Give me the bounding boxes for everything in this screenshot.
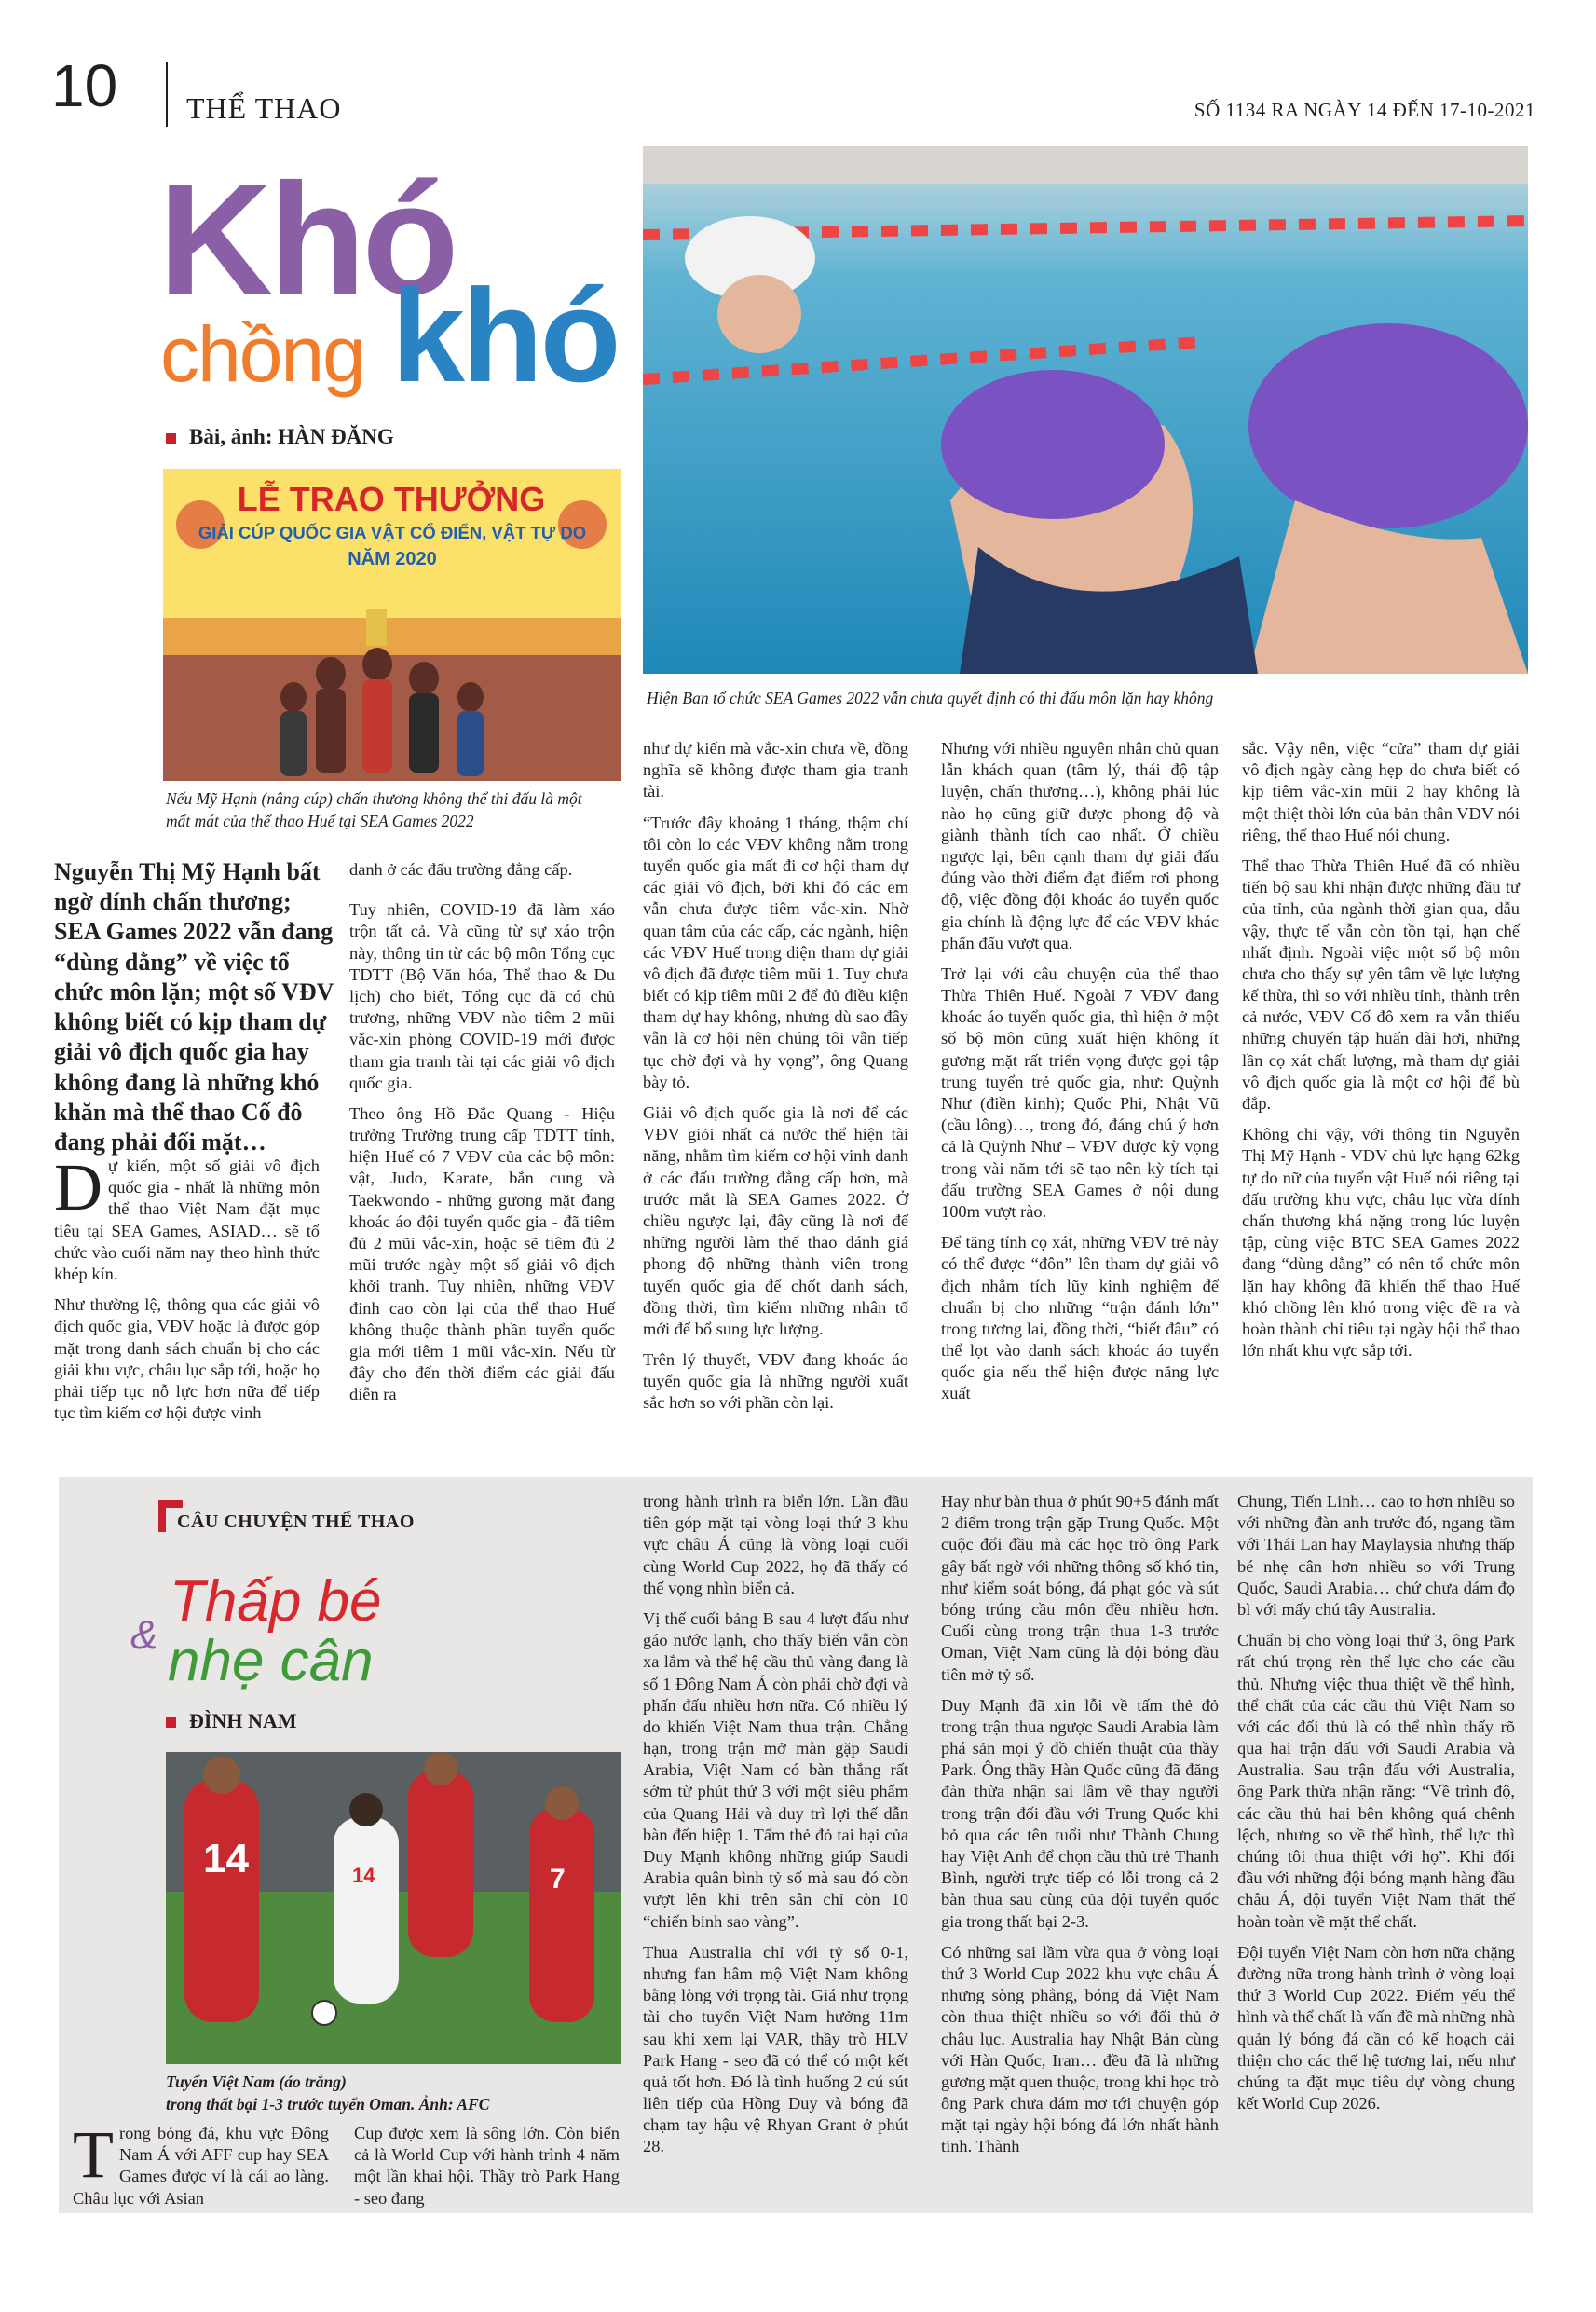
headline-line2b: khó: [391, 262, 619, 410]
article2-column2: [354, 2123, 620, 2219]
article1-column3: [643, 738, 908, 1424]
a2-c4-p3: Có những sai lầm vừa qua ở vòng loại thứ 3 World Cup 2022 khu vực châu Á nhưng sòng phẳng, bóng đá Việt Nam còn thua thiệt nhiều so với đối thủ ở châu lục. Australia hay Nhật Bản cùng với Hàn Quốc, Iran… đều đã là những gương mặt quen thuộc, trong khi học trò ông Park chưa dám mơ tới chuyện góp mặt tại ngày hội bóng đá lớn nhất hành tinh. Thành: [941, 1942, 1219, 2156]
header-divider: [166, 62, 168, 127]
headline-ampersand: &: [130, 1612, 158, 1658]
a2-c4-p1: Hay như bàn thua ở phút 90+5 đánh mất 2 điểm trong trận gặp Trung Quốc. Một cuộc đổi đầu mà các học trò ông Park gây bất ngờ với những thông số khó tin, như kiểm soát bóng, đá phạt góc và sút bóng trúng cầu môn đều nhiều hơn. Cuối cùng trong trận thua 1-3 trước Oman, Việt Nam cũng là đội bóng đầu tiên mở tỷ số.: [941, 1492, 1219, 1684]
article2-headline-line1: Thấp bé: [170, 1569, 382, 1634]
a1-c4-p1: Nhưng với nhiều nguyên nhân chủ quan lẫn khách quan (tâm lý, thái độ tập luyện, chấn thương…), không phải lúc nào họ cũng giữ được phong độ và giành thành tích cao nhất. Ở chiều ngược lại, bên cạnh tham dự giải đấu đúng vào thời điểm đạt điểm rơi phong độ, việc đồng đội khoác áo tuyển quốc gia chính là động lực để các VĐV khác phấn đấu vượt qua.: [941, 739, 1219, 952]
bullet-square: [166, 433, 176, 444]
swimming-photo-art: [643, 146, 1528, 674]
a1-c4-p2: Trở lại với câu chuyện của thể thao Thừa Thiên Huế. Ngoài 7 VĐV đang khoác áo tuyển quốc gia, thì hiện ở một số bộ môn cũng xuất hiện không ít gương mặt rất triển vọng được gọi tập trung tuyển trẻ quốc gia, như: Quỳnh Như (điền kinh); Quốc Phi, Nhật Vũ (cầu lông)…, trong đó, đáng chú ý hơn cả là Quỳnh Như – VĐV được kỳ vọng trong vài năm tới sẽ tạo nên kỳ tích tại đấu trường SEA Games ở nội dung 100m vượt rào.: [941, 964, 1219, 1221]
dropcap: D: [54, 1150, 102, 1224]
a2-c4-p2: Duy Mạnh đã xin lỗi về tấm thẻ đỏ trong trận thua ngược Saudi Arabia làm phá sản mọi ý đồ chiến thuật của thầy Park. Ông thầy Hàn Quốc cũng đã đăng đàn thừa nhận sai lầm về thay người trong trận đối đầu với Trung Quốc khi bỏ qua các tên tuổi như Thành Chung hay Việt Anh để chọn cầu thủ trẻ Thanh Bình, người trực tiếp có lỗi trong cả 2 bàn thua sau cùng của đội tuyển quốc gia trong thất bại 2-3.: [941, 1695, 1219, 1931]
article1-column4: [941, 738, 1219, 1415]
a1-c3-p2: “Trước đây khoảng 1 tháng, thậm chí tôi còn lo các VĐV không nằm trong tuyển quốc gia mất đi cơ hội tham dự các giải vô địch, bởi khi đó các em vẫn chưa được tiêm vắc-xin. Nhờ quan tâm của các cấp, các ngành, hiện các VĐV Huế trong diện tham dự giải vô địch đã được tiêm mũi 1. Tuy chưa biết có kịp tiêm mũi 2 để đủ điều kiện tham dự hay không, nhưng dù sao đây vẫn là cơ hội nên chúng tôi vẫn tiếp tục chờ đợi và hy vọng”, ông Quang bày tỏ.: [643, 813, 908, 1091]
page-number: 10: [51, 52, 118, 119]
banner-title: LỄ TRAO THƯỞNG: [237, 480, 546, 518]
swimming-photo: [643, 146, 1528, 674]
award-photo: [163, 469, 621, 781]
article1-column5: [1242, 738, 1520, 1371]
photo1-caption: Nếu Mỹ Hạnh (nâng cúp) chấn thương không thể thi đấu là một mất mát của thể thao Huế tại SEA Games 2022: [166, 789, 582, 830]
a1-c5-p1: sắc. Vậy nên, việc “cửa” tham dự giải vô địch ngày càng hẹp do chưa biết có kịp tiêm vắc-xin mũi 2 hay không là một thiệt thòi lớn của bản thân VĐV nói riêng, thể thao Huế nói chung.: [1242, 739, 1520, 844]
a1-c3-p1: như dự kiến mà vắc-xin chưa về, đồng nghĩa sẽ không được tham gia tranh tài.: [643, 739, 908, 801]
football-photo-art: [166, 1752, 621, 2064]
a1-c5-p3: Không chỉ vậy, với thông tin Nguyễn Thị Mỹ Hạnh - VĐV chủ lực hạng 62kg tự do nữ của tuyển vật Huế nói riêng tại đấu trường khu vực, châu lục vừa dính chấn thương khá nặng trong lúc luyện tập, cùng việc BTC SEA Games 2022 đang “dùng dằng” có nên tổ chức môn lặn hay không đã khiến thể thao Huế khó chồng lên khó trong việc đề ra và hoàn thành chỉ tiêu tại ngày hội thể thao lớn nhất khu vực sắp tới.: [1242, 1125, 1520, 1361]
banner-subtitle: GIẢI CÚP QUỐC GIA VẬT CỔ ĐIỂN, VẬT TỰ DO: [198, 523, 587, 542]
football-caption: [166, 2072, 621, 2115]
photo2-caption: Hiện Ban tổ chức SEA Games 2022 vẫn chưa quyết định có thi đấu môn lặn hay không: [647, 689, 1214, 707]
article1-column1: [54, 1150, 320, 1433]
article2-column4: [941, 1491, 1219, 2168]
kicker-text: CÂU CHUYỆN THỂ THAO: [177, 1512, 415, 1532]
football-photo: [166, 1752, 621, 2064]
jersey-number-right: 7: [550, 1864, 566, 1895]
a1-c1-p2: Như thường lệ, thông qua các giải vô địch quốc gia, VĐV hoặc là được góp mặt trong danh sách chuẩn bị cho các giải khu vực, châu lục sắp tới, hoặc họ phải tiếp tục nỗ lực hơn nữa để tiếp tục tìm kiếm cơ hội được vinh: [54, 1295, 320, 1423]
a2-c2-p1: Cup được xem là sông lớn. Còn biển cả là World Cup với hành trình 4 năm một lần khai hội. Thầy trò Park Hang - seo đang: [354, 2124, 620, 2208]
article2-headline-line2: nhẹ cân: [168, 1629, 374, 1693]
jersey-number-left: 14: [203, 1836, 249, 1881]
dropcap: T: [73, 2117, 114, 2192]
jersey-number-mid: 14: [352, 1864, 375, 1887]
kicker: [158, 1500, 531, 1532]
headline-line1: Khó: [158, 151, 456, 328]
bullet-square: [166, 1717, 176, 1728]
a2-c5-p2: Chuẩn bị cho vòng loại thứ 3, ông Park rất chú trọng rèn thể lực cho các cầu thủ. Nhưng việc thua thiệt về thể hình, thể chất của các cầu thủ Việt Nam so với các đối thủ là có thể nhìn thấy rõ qua hai trận đấu với Saudi Arabia và Australia. Sau trận đấu với Australia, ông Park thừa nhận rằng: “Về trình độ, các cầu thủ hai bên không quá chênh lệch, nhưng so về thể hình, thể lực thì chúng tôi thua thiệt với họ”. Khi đối đầu với những đội bóng mạnh hàng đầu châu Á, đội tuyển Việt Nam thất thế hoàn toàn về mặt thể chất.: [1237, 1631, 1515, 1931]
a2-c1-p1: [73, 2117, 329, 2209]
lede-paragraph: Nguyễn Thị Mỹ Hạnh bất ngờ dính chấn thương; SEA Games 2022 vẫn đang “dùng dằng” về việc tổ chức môn lặn; một số VĐV không biết có kịp tham dự giải vô địch quốc gia hay không đang là những khó khăn mà thể thao Cố đô đang phải đối mặt…: [54, 858, 334, 1156]
a2-c5-p3: Đội tuyển Việt Nam còn hơn nữa chặng đường nữa trong hành trình ở vòng loại thứ 3 World Cup 2022. Điểm yếu thể hình và thể chất là vấn đề mà những nhà quản lý bóng đá cần có kế hoạch cải thiện cho các thế hệ tương lai, nếu như chúng ta đặt mục tiêu dự vòng chung kết World Cup 2026.: [1237, 1942, 1515, 2114]
a1-c4-p3: Để tăng tính cọ xát, những VĐV trẻ này có thể được “đôn” lên tham dự giải vô địch nhằm tích lũy kinh nghiệm để chuẩn bị cho những “trận đánh lớn” trong tương lai, đồng thời, “biết đâu” có thể lọt vào danh sách khoác áo tuyển quốc gia nếu thể hiện được năng lực xuất: [941, 1233, 1219, 1403]
a1-c2-p2: Tuy nhiên, COVID-19 đã làm xáo trộn tất cả. Và cũng từ sự xáo trộn này, thông tin từ các bộ môn Tổng cục TDTT (Bộ Văn hóa, Thể thao & Du lịch) cho biết, Tổng cục đã có chủ trương, những VĐV nào tiêm 2 mũi vắc-xin phòng COVID-19 mới được tham gia tranh tài tại các giải vô địch quốc gia.: [349, 900, 615, 1092]
headline-line2a: chồng: [160, 310, 364, 398]
a1-c1-p1: [54, 1150, 320, 1285]
kicker-corner: [158, 1500, 183, 1508]
a2-c1-p1-text: rong bóng đá, khu vực Đông Nam Á với AFF cup hay SEA Games được ví là cái ao làng. Châu lục với Asian: [73, 2124, 329, 2208]
article2-column5: [1237, 1491, 1515, 2124]
a1-c2-p1: danh ở các đấu trường đẳng cấp.: [349, 860, 573, 879]
a2-c3-p2: Vị thế cuối bảng B sau 4 lượt đấu như gáo nước lạnh, cho thấy biển vẫn còn xa lắm và thể hệ cầu thủ vàng đang là số 1 Đông Nam Á còn phải chờ đợi và phấn đấu nhiều hơn nữa. Có nhiều lý do khiến Việt Nam thua trận. Chẳng hạn, trong trận mở màn gặp Saudi Arabia, Việt Nam có bàn thắng rất sớm từ phút thứ 3 với một siêu phẩm của Quang Hải và duy trì lợi thế dẫn bàn đến hiệp 1. Tấm thẻ đỏ tai hại của Duy Mạnh không những giúp Saudi Arabia quân bình tỷ số mà sau đó còn vượt lên khi trên sân chỉ còn 10 “chiến binh sao vàng”.: [643, 1608, 908, 1931]
football-caption-line1: Tuyển Việt Nam (áo trắng): [166, 2073, 347, 2091]
a1-c3-p3: Giải vô địch quốc gia là nơi để các VĐV giỏi nhất cả nước thể hiện tài năng, nhằm tìm kiếm cơ hội vinh danh ở các đấu trường đẳng cấp hơn, mà trước mắt là SEA Games 2022. Ở chiều ngược lại, đây cũng là nơi để những người làm thể thao đánh giá phong độ những thành viên trong tuyển quốc gia để chốt danh sách, đồng thời, tìm kiếm những nhân tố mới để bổ sung lực lượng.: [643, 1103, 908, 1338]
article1-column2: [349, 859, 615, 1416]
a1-c5-p2: Thể thao Thừa Thiên Huế đã có nhiều tiến bộ sau khi nhận được những đầu tư của tỉnh, của ngành thời gian qua, dẫu vậy, thực tế vẫn còn tồn tại, hạn chế nhất định. Ngoài việc một số bộ môn chưa cho thấy sự yên tâm về lực lượng kế thừa, thì so với nhiều tỉnh, thành trên cả nước, VĐV Cố đô xem ra vẫn thiếu những chuyến tập huấn dài hơi, những lần cọ xát chất lượng, mà tham dự giải vô địch quốc gia là một cơ hội để bù đắp.: [1242, 855, 1520, 1113]
a2-c3-p1: trong hành trình ra biển lớn. Lần đầu tiên góp mặt tại vòng loại thứ 3 khu vực châu Á cũng là vòng loại cuối cùng World Cup 2022, họ đã thấy có thể vọng nhìn biển cả.: [643, 1492, 908, 1597]
issue-info: SỐ 1134 RA NGÀY 14 ĐẾN 17-10-2021: [1194, 99, 1535, 121]
a2-c5-p1: Chung, Tiến Linh… cao to hơn nhiều so với những đàn anh trước đó, ngang tầm với Thái Lan hay Maylaysia nhưng thấp bé nhẹ cân hơn nhiều so với Trung Quốc, Saudi Arabia… chứ chưa dám đọ bì với mấy chú tây Australia.: [1237, 1492, 1515, 1619]
byline-text: Bài, ảnh: HÀN ĐĂNG: [189, 425, 394, 448]
a2-c3-p3: Thua Australia chỉ với tỷ số 0-1, nhưng fan hâm mộ Việt Nam không bằng lòng với trọng tài. Giá như trọng tài cho tuyển Việt Nam hưởng 11m sau khi xem lại VAR, thầy trò HLV Park Hang - seo đã có thể có một kết quả tốt hơn. Đó là tình huống 2 cú sút liên tiếp của Hồng Duy và bóng đã chạm tay hậu vệ Rhyan Grant ở phút 28.: [643, 1942, 908, 2156]
article2-column1: [73, 2117, 329, 2219]
byline: [166, 425, 394, 449]
banner-year: NĂM 2020: [348, 549, 437, 569]
article2-column3: [643, 1491, 908, 2168]
article2-byline: [166, 1709, 297, 1733]
section-title: THỂ THAO: [186, 91, 342, 125]
a1-c2-p3: Theo ông Hồ Đắc Quang - Hiệu trưởng Trường trung cấp TDTT tỉnh, hiện Huế có 7 VĐV của các bộ môn: vật, Judo, Karate, bắn cung và Taekwondo - những gương mặt đang khoác áo đội tuyển quốc gia - đã tiêm đủ 2 mũi vắc-xin, hoặc sẽ tiêm đủ 2 mũi trước ngày một số giải vô địch khởi tranh. Tuy nhiên, những VĐV đinh cao còn lại của thể thao Huế không thuộc thành phần tuyển quốc gia mới tiêm 1 mũi vắc-xin. Nếu từ đây cho đến thời điểm các giải đấu diễn ra: [349, 1103, 615, 1404]
article2-byline-text: ĐÌNH NAM: [189, 1709, 297, 1732]
a1-c3-p4: Trên lý thuyết, VĐV đang khoác áo tuyển quốc gia là những người xuất sắc hơn so với phần còn lại.: [643, 1350, 908, 1413]
a1-c1-p1-text: ự kiến, một số giải vô địch quốc gia - nhất là những môn thể thao Việt Nam đặt mục tiêu tại SEA Games, ASIAD… sẽ tổ chức vào cuối năm nay theo hình thức khép kín.: [54, 1156, 320, 1283]
football-caption-line2: trong thất bại 1-3 trước tuyển Oman. Ảnh: AFC: [166, 2094, 490, 2114]
